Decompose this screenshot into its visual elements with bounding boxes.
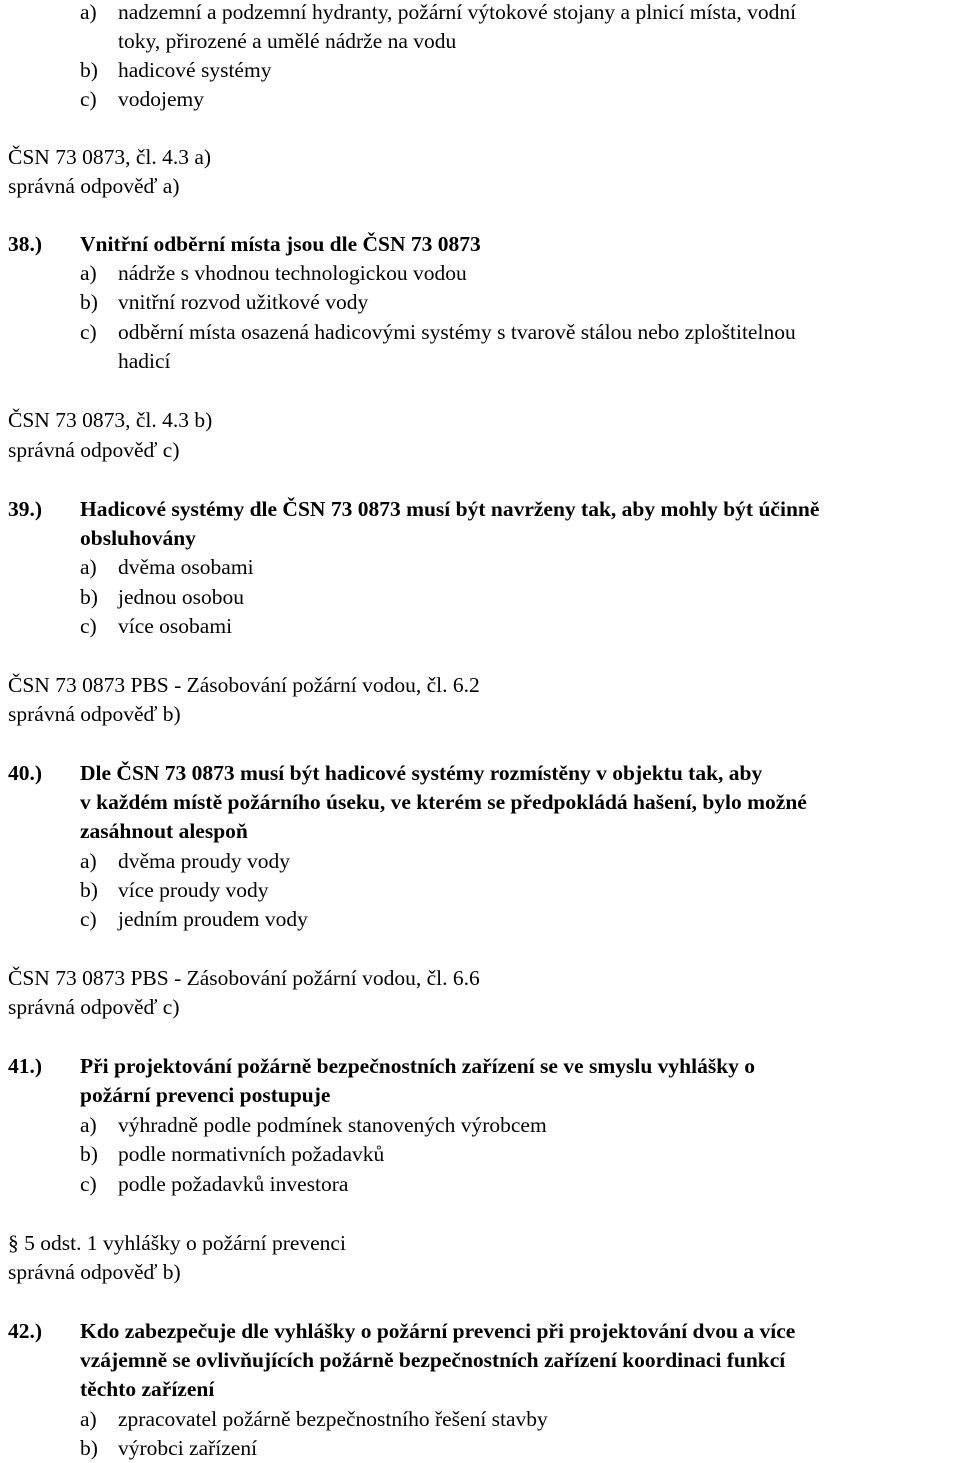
- q41-item-c-text: podle požadavků investora: [118, 1172, 349, 1196]
- q40-answer: správná odpověď c): [8, 995, 180, 1019]
- q42-item-a-text: zpracovatel požárně bezpečnostního řešení stavby: [118, 1407, 548, 1431]
- q40-item-b-text: více proudy vody: [118, 878, 269, 902]
- q39-number: 39.): [8, 497, 43, 521]
- intro-item-c-text: vodojemy: [118, 87, 204, 111]
- intro-item-b-text: hadicové systémy: [118, 58, 272, 82]
- q38-item-a-text: nádrže s vhodnou technologickou vodou: [118, 261, 467, 285]
- q40-item-a-letter: a): [80, 849, 97, 873]
- q40-text: Dle ČSN 73 0873 musí být hadicové systémy rozmístěny v objektu tak, aby: [80, 761, 763, 785]
- q41-answer: správná odpověď b): [8, 1260, 181, 1284]
- q40-item-a-text: dvěma proudy vody: [118, 849, 290, 873]
- q41-item-a-text: výhradně podle podmínek stanovených výrobcem: [118, 1113, 547, 1137]
- q38-item-c-letter: c): [80, 320, 97, 344]
- intro-item-a-letter: a): [80, 0, 97, 24]
- q40-number: 40.): [8, 761, 43, 785]
- q42-item-b-text: výrobci zařízení: [118, 1436, 258, 1460]
- q38-reference: ČSN 73 0873, čl. 4.3 b): [8, 408, 213, 432]
- q41-item-a-letter: a): [80, 1113, 97, 1137]
- q39-item-b-letter: b): [80, 585, 98, 609]
- q39-item-c-text: více osobami: [118, 614, 233, 638]
- q40-item-b-letter: b): [80, 878, 98, 902]
- q40-text-cont-1: v každém místě požárního úseku, ve kterém se předpokládá hašení, bylo možné: [80, 790, 807, 814]
- q38-text: Vnitřní odběrní místa jsou dle ČSN 73 0873: [80, 232, 481, 256]
- q38-item-a-letter: a): [80, 261, 97, 285]
- intro-answer: správná odpověď a): [8, 174, 180, 198]
- q39-item-b-text: jednou osobou: [118, 585, 245, 609]
- intro-item-a-text-cont: toky, přirozené a umělé nádrže na vodu: [118, 29, 457, 53]
- q38-item-c-text: odběrní místa osazená hadicovými systémy s tvarově stálou nebo zploštitelnou: [118, 320, 796, 344]
- q42-item-b-letter: b): [80, 1436, 98, 1460]
- q40-item-c-text: jedním proudem vody: [118, 907, 308, 931]
- q42-text-cont-1: vzájemně se ovlivňujících požárně bezpečnostních zařízení koordinaci funkcí: [80, 1348, 786, 1372]
- q42-text: Kdo zabezpečuje dle vyhlášky o požární prevenci při projektování dvou a více: [80, 1319, 796, 1343]
- q38-item-b-text: vnitřní rozvod užitkové vody: [118, 290, 369, 314]
- q42-item-a-letter: a): [80, 1407, 97, 1431]
- intro-item-a-text: nadzemní a podzemní hydranty, požární výtokové stojany a plnicí místa, vodní: [118, 0, 797, 24]
- q38-item-c-text-cont: hadicí: [118, 349, 171, 373]
- q39-reference: ČSN 73 0873 PBS - Zásobování požární vodou, čl. 6.2: [8, 673, 480, 697]
- q39-answer: správná odpověď b): [8, 702, 181, 726]
- q39-text: Hadicové systémy dle ČSN 73 0873 musí být navrženy tak, aby mohly být účinně: [80, 497, 820, 521]
- intro-item-b-letter: b): [80, 58, 98, 82]
- q42-number: 42.): [8, 1319, 43, 1343]
- q38-number: 38.): [8, 232, 43, 256]
- intro-reference: ČSN 73 0873, čl. 4.3 a): [8, 145, 212, 169]
- q41-number: 41.): [8, 1054, 43, 1078]
- q41-reference: § 5 odst. 1 vyhlášky o požární prevenci: [8, 1231, 346, 1255]
- q41-item-c-letter: c): [80, 1172, 97, 1196]
- q40-reference: ČSN 73 0873 PBS - Zásobování požární vodou, čl. 6.6: [8, 966, 480, 990]
- q39-item-a-text: dvěma osobami: [118, 555, 254, 579]
- q41-text-cont: požární prevenci postupuje: [80, 1083, 331, 1107]
- q41-item-b-letter: b): [80, 1142, 98, 1166]
- q40-item-c-letter: c): [80, 907, 97, 931]
- q39-item-c-letter: c): [80, 614, 97, 638]
- q42-text-cont-2: těchto zařízení: [80, 1377, 215, 1401]
- q41-text: Při projektování požárně bezpečnostních zařízení se ve smyslu vyhlášky o: [80, 1054, 756, 1078]
- q40-text-cont-2: zasáhnout alespoň: [80, 819, 248, 843]
- q41-item-b-text: podle normativních požadavků: [118, 1142, 385, 1166]
- q39-item-a-letter: a): [80, 555, 97, 579]
- intro-item-c-letter: c): [80, 87, 97, 111]
- q38-item-b-letter: b): [80, 290, 98, 314]
- q39-text-cont: obsluhovány: [80, 526, 196, 550]
- q38-answer: správná odpověď c): [8, 438, 180, 462]
